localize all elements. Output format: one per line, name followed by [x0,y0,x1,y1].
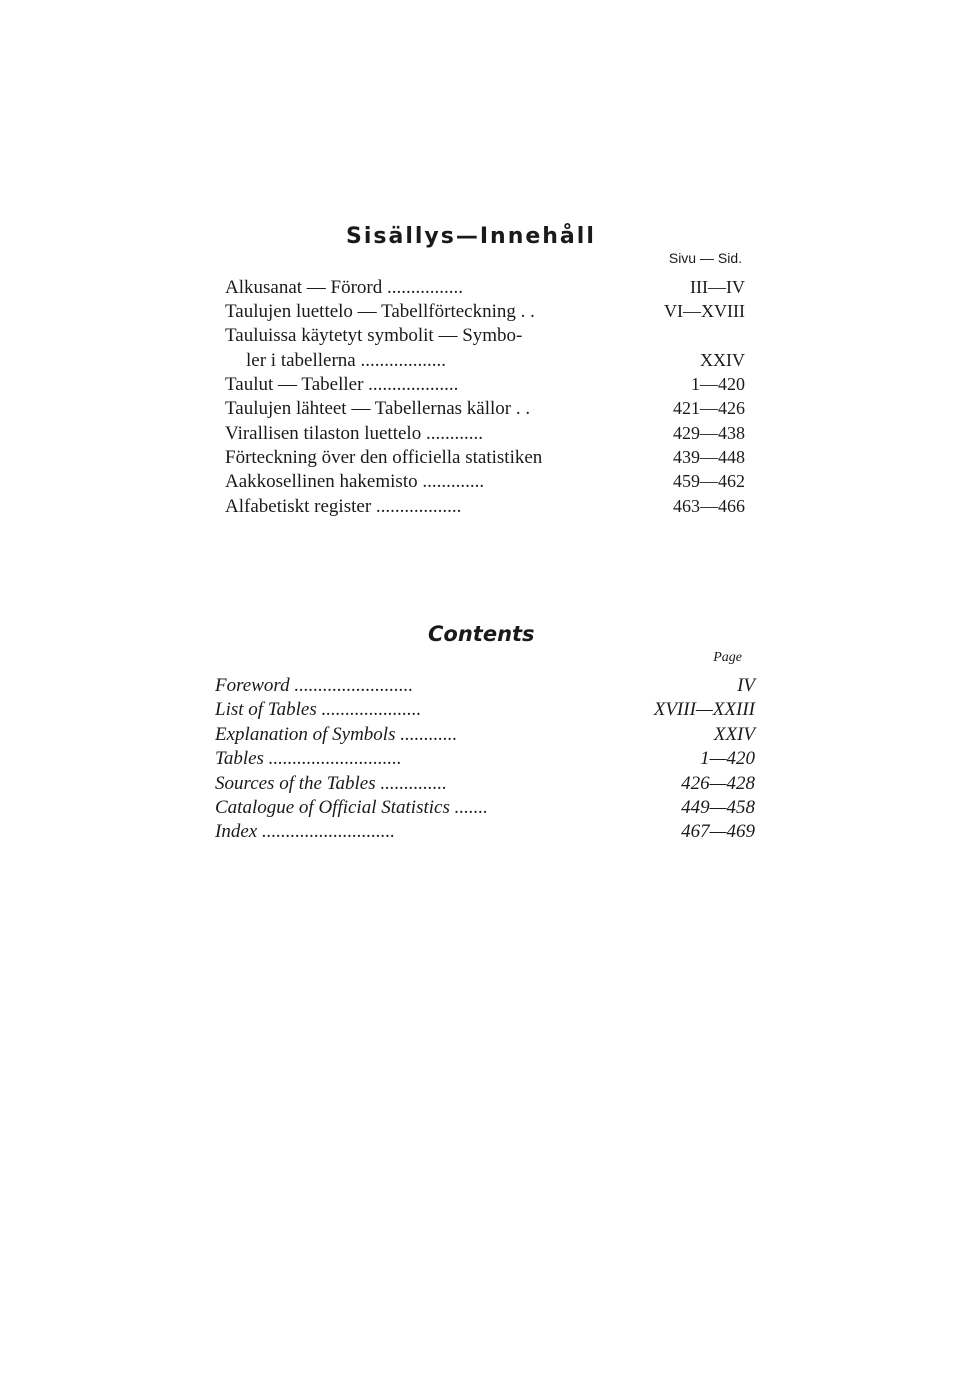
toc-entry-label: Taulujen lähteet — Tabellernas källor . . [225,398,531,420]
toc-entry-pages: 429—438 [673,422,745,443]
toc-entry-pages: IV [737,675,755,696]
toc-entry-pages: 439—448 [673,447,745,468]
toc-entry [215,723,755,747]
toc-entry-pages: 449—458 [681,796,755,818]
toc-entry [225,494,745,518]
toc-entry-label: Taulujen luettelo — Tabellförteckning . . [225,301,535,323]
toc-entry [225,275,745,299]
toc-entry-pages: XXIV [700,349,745,370]
toc-entry-pages: 426—428 [681,772,755,794]
toc-entry-label: Taulut — Tabeller ................... [225,374,459,396]
toc-entry [225,348,745,372]
toc-entry [215,747,755,771]
toc-entry-pages: XXIV [713,723,755,745]
swedish-toc-list [225,275,745,518]
swedish-page-column-header: Sivu — Sid. [668,250,742,266]
toc-entry-pages: 421—426 [673,398,745,419]
english-section-title: Contents [428,622,535,646]
english-toc-list [215,674,755,845]
toc-entry [225,396,745,420]
toc-entry [225,421,745,445]
toc-entry [225,372,745,396]
toc-entry-label: Catalogue of Official Statistics ....... [215,796,488,818]
toc-entry [215,698,755,722]
toc-entry-pages: III—IV [690,277,745,297]
toc-entry-label: Index ............................ [215,821,395,843]
toc-entry-pages: 1—420 [700,748,755,770]
toc-entry [225,469,745,493]
swedish-section-title: Sisällys—Innehåll [346,224,596,249]
toc-entry-pages: 459—462 [673,471,745,492]
toc-entry-pages: 1—420 [691,374,745,395]
toc-entry-pages: 467—469 [681,821,755,843]
toc-entry-label: Foreword ......................... [215,675,414,696]
toc-entry-pages: VI—XVIII [664,301,745,322]
toc-entry [215,796,755,820]
toc-entry-label: Aakkosellinen hakemisto ............. [225,471,485,493]
toc-entry-label: Tauluissa käytetyt symbolit — Symbo- [225,324,523,346]
toc-entry-label: Explanation of Symbols ............ [215,723,458,745]
toc-entry-label: Tables ............................ [215,748,402,770]
toc-entry-label: ler i tabellerna .................. [246,349,446,371]
toc-entry-pages: 463—466 [673,495,745,516]
toc-entry [225,324,745,348]
toc-entry-label: Förteckning över den officiella statistiken [225,447,543,469]
english-page-column-header: Page [713,650,742,665]
toc-entry-label: Alfabetiskt register .................. [225,495,462,517]
toc-entry [225,445,745,469]
toc-entry-label: Virallisen tilaston luettelo ............ [225,422,483,444]
toc-entry [215,674,755,698]
toc-entry-label: List of Tables ..................... [215,699,422,721]
toc-entry-label: Alkusanat — Förord ................ [225,277,464,298]
toc-entry [215,820,755,844]
toc-entry-label: Sources of the Tables .............. [215,772,447,794]
toc-entry [225,299,745,323]
toc-entry [215,772,755,796]
toc-entry-pages: XVIII—XXIII [653,699,755,721]
